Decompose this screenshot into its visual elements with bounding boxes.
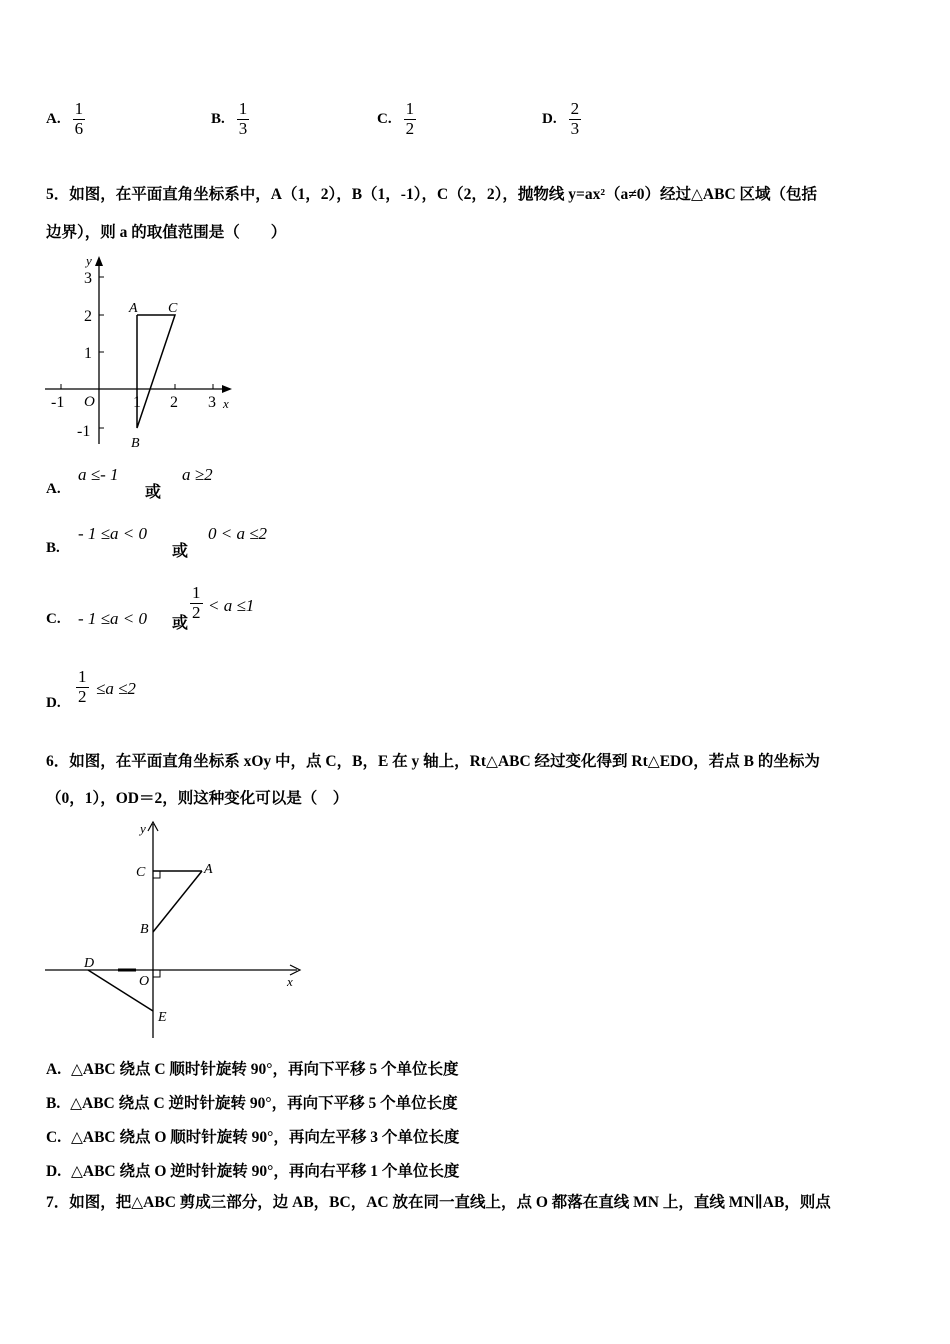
q5-option-c-or: 或 xyxy=(172,615,189,632)
q5-option-a-or: 或 xyxy=(145,484,162,501)
option-letter: D. xyxy=(46,1163,62,1180)
fraction xyxy=(190,584,203,622)
x-tick-label: 3 xyxy=(208,394,216,411)
point-label-e: E xyxy=(158,1010,167,1025)
fraction xyxy=(404,100,417,138)
q7-stem-line1: 7．如图，把△ABC 剪成三部分，边 AB，BC，AC 放在同一直线上，点 O 都落在直线 MN 上，直线 MN∥AB，则点 xyxy=(46,1194,831,1211)
q5-stem-line1: 5．如图，在平面直角坐标系中，A（1，2），B（1，-1），C（2，2），抛物线 y=ax²（a≠0）经过△ABC 区域（包括 xyxy=(46,186,818,203)
q4-option-b[interactable] xyxy=(211,100,249,138)
q6-option-a[interactable] xyxy=(46,1057,459,1079)
point-label-b: B xyxy=(131,436,140,451)
q5-stem-line2: 边界），则 a 的取值范围是（ ） xyxy=(46,224,287,241)
q6-option-b[interactable] xyxy=(46,1091,458,1113)
option-letter: A. xyxy=(46,481,61,497)
fraction xyxy=(73,100,86,138)
y-label: y xyxy=(140,821,146,836)
option-text: △ABC 绕点 O 顺时针旋转 90°，再向左平移 3 个单位长度 xyxy=(70,1129,460,1146)
denominator: 2 xyxy=(405,118,415,138)
q5-option-b-right: 0 < a ≤2 xyxy=(208,524,268,543)
q5-option-a[interactable] xyxy=(46,480,61,498)
y-label: y xyxy=(86,253,92,268)
q6-stem-line2: （0，1），OD＝2，则这种变化可以是（ ） xyxy=(46,790,349,807)
denominator: 3 xyxy=(570,118,580,138)
point-label-d: D xyxy=(84,956,95,971)
option-letter: B. xyxy=(46,1095,61,1112)
q4-option-c[interactable] xyxy=(377,100,416,138)
q5-option-d-right: ≤a ≤2 xyxy=(96,679,136,698)
q5-option-d[interactable] xyxy=(46,694,61,712)
point-label-a: A xyxy=(204,862,213,877)
q4-option-d[interactable] xyxy=(542,100,581,138)
option-text: △ABC 绕点 C 逆时针旋转 90°，再向下平移 5 个单位长度 xyxy=(70,1095,458,1112)
q5-option-b-left: - 1 ≤a < 0 xyxy=(78,524,147,543)
option-letter: B. xyxy=(211,110,225,127)
option-letter: C. xyxy=(46,1129,62,1146)
numerator: 1 xyxy=(238,99,248,118)
point-label-b: B xyxy=(140,922,149,937)
q5-option-a-right: a ≥2 xyxy=(182,465,213,484)
origin-label: O xyxy=(139,974,150,989)
point-label-c: C xyxy=(168,301,178,316)
denominator: 2 xyxy=(192,602,201,622)
segment-ab xyxy=(153,871,202,932)
numerator: 1 xyxy=(78,667,87,686)
fraction xyxy=(569,100,582,138)
q5-option-b-or: 或 xyxy=(172,543,189,560)
y-tick-label: 3 xyxy=(84,270,92,287)
x-tick-label: 1 xyxy=(133,394,141,411)
option-letter: D. xyxy=(46,695,61,711)
right-angle-mark-o xyxy=(153,970,160,977)
q5-option-b[interactable] xyxy=(46,539,60,557)
y-tick-label: 2 xyxy=(84,308,92,325)
y-tick-label: -1 xyxy=(77,423,91,440)
x-tick-label: 2 xyxy=(170,394,178,411)
option-letter: A. xyxy=(46,110,61,127)
x-label: x xyxy=(223,396,229,411)
numerator: 1 xyxy=(192,583,201,602)
option-text: △ABC 绕点 C 顺时针旋转 90°，再向下平移 5 个单位长度 xyxy=(70,1061,459,1078)
option-letter: A. xyxy=(46,1061,62,1078)
q5-graph xyxy=(40,252,240,457)
q5-option-c-right: < a ≤1 xyxy=(208,596,255,615)
fraction xyxy=(237,100,250,138)
y-axis-arrow xyxy=(95,256,103,266)
x-label: x xyxy=(287,974,293,989)
q6-option-d[interactable] xyxy=(46,1159,459,1181)
numerator: 1 xyxy=(405,99,415,118)
q5-option-a-left: a ≤- 1 xyxy=(78,465,119,484)
x-axis-arrow xyxy=(222,385,232,393)
fraction xyxy=(76,668,89,706)
option-letter: C. xyxy=(377,110,392,127)
x-tick-label: -1 xyxy=(51,394,65,411)
triangle-abc xyxy=(137,315,175,428)
right-angle-mark-c xyxy=(153,871,160,878)
numerator: 2 xyxy=(570,99,580,118)
y-tick-label: 1 xyxy=(84,345,92,362)
q5-option-c-left: - 1 ≤a < 0 xyxy=(78,609,147,628)
option-letter: C. xyxy=(46,611,61,627)
option-text: △ABC 绕点 O 逆时针旋转 90°，再向右平移 1 个单位长度 xyxy=(70,1163,460,1180)
denominator: 6 xyxy=(74,118,84,138)
numerator: 1 xyxy=(74,99,84,118)
option-letter: D. xyxy=(542,110,557,127)
q5-option-c[interactable] xyxy=(46,610,61,628)
q6-option-c[interactable] xyxy=(46,1125,459,1147)
denominator: 3 xyxy=(238,118,248,138)
q6-stem-line1: 6．如图，在平面直角坐标系 xOy 中，点 C，B，E 在 y 轴上，Rt△ABC 经过变化得到 Rt△EDO，若点 B 的坐标为 xyxy=(46,753,820,770)
denominator: 2 xyxy=(78,686,87,706)
q6-graph xyxy=(40,818,310,1040)
origin-label: O xyxy=(84,394,95,410)
point-label-c: C xyxy=(136,865,146,880)
point-label-a: A xyxy=(129,301,138,316)
q4-option-a[interactable] xyxy=(46,100,85,138)
option-letter: B. xyxy=(46,540,60,556)
